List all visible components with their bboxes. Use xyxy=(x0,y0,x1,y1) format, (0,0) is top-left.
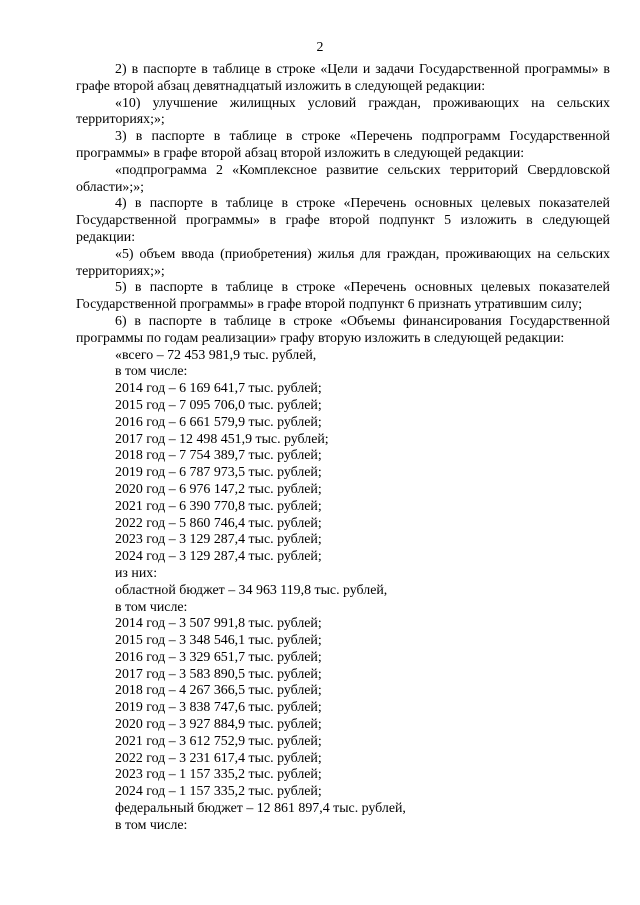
financing-line: 2016 год – 3 329 651,7 тыс. рублей; xyxy=(115,649,322,665)
financing-line: 2015 год – 3 348 546,1 тыс. рублей; xyxy=(115,633,322,649)
financing-line: 2019 год – 6 787 973,5 тыс. рублей; xyxy=(115,465,322,481)
financing-line: 2014 год – 6 169 641,7 тыс. рублей; xyxy=(115,381,322,397)
financing-line: из них: xyxy=(115,565,158,581)
financing-line: 2018 год – 4 267 366,5 тыс. рублей; xyxy=(115,683,322,699)
financing-line: 2021 год – 6 390 770,8 тыс. рублей; xyxy=(115,498,322,514)
financing-line: 2024 год – 1 157 335,2 тыс. рублей; xyxy=(115,784,322,800)
financing-total-line: «всего – 72 453 981,9 тыс. рублей, xyxy=(115,347,317,363)
page-number: 2 xyxy=(316,40,324,55)
financing-line: 2022 год – 5 860 746,4 тыс. рублей; xyxy=(115,515,322,531)
financing-line: в том числе: xyxy=(115,817,188,833)
paragraph-item-4: 4) в паспорте в таблице в строке «Перечень основных целевых показателей Государственной программы» в графе второй подпункт 5 изложить в следующей редакции: xyxy=(76,196,610,245)
financing-line: 2022 год – 3 231 617,4 тыс. рублей; xyxy=(115,750,322,766)
paragraph-item-2: 2) в паспорте в таблице в строке «Цели и задачи Государственной программы» в графе второй абзац девятнадцатый изложить в следующей редакции: xyxy=(76,62,610,94)
financing-line: 2019 год – 3 838 747,6 тыс. рублей; xyxy=(115,700,322,716)
financing-line: 2023 год – 3 129 287,4 тыс. рублей; xyxy=(115,532,322,548)
financing-line: 2021 год – 3 612 752,9 тыс. рублей; xyxy=(115,733,322,749)
financing-line: 2017 год – 12 498 451,9 тыс. рублей; xyxy=(115,431,329,447)
financing-line: в том числе: xyxy=(115,364,188,380)
financing-line: в том числе: xyxy=(115,599,188,615)
paragraph-quote-5: «5) объем ввода (приобретения) жилья для граждан, проживающих на сельских территориях;»; xyxy=(76,246,610,279)
financing-line: 2015 год – 7 095 706,0 тыс. рублей; xyxy=(115,397,322,413)
paragraph-item-3: 3) в паспорте в таблице в строке «Перечень подпрограмм Государственной программы» в графе второй абзац второй изложить в следующей редакции: xyxy=(76,129,610,161)
financing-list xyxy=(76,348,610,835)
financing-line: 2020 год – 3 927 884,9 тыс. рублей; xyxy=(115,717,322,733)
financing-line: 2023 год – 1 157 335,2 тыс. рублей; xyxy=(115,767,322,783)
paragraph-quote-subprogram-2: «подпрограмма 2 «Комплексное развитие сельских территорий Свердловской области»;»; xyxy=(76,162,610,195)
financing-line: 2024 год – 3 129 287,4 тыс. рублей; xyxy=(115,549,322,565)
financing-line: 2018 год – 7 754 389,7 тыс. рублей; xyxy=(115,448,322,464)
paragraph-quote-10: «10) улучшение жилищных условий граждан, проживающих на сельских территориях;»; xyxy=(76,95,610,128)
document-body xyxy=(76,62,610,835)
financing-line: 2020 год – 6 976 147,2 тыс. рублей; xyxy=(115,481,322,497)
federal-budget-line: федеральный бюджет – 12 861 897,4 тыс. рублей, xyxy=(115,801,406,817)
financing-line: 2014 год – 3 507 991,8 тыс. рублей; xyxy=(115,616,322,632)
financing-line: 2017 год – 3 583 890,5 тыс. рублей; xyxy=(115,666,322,682)
paragraph-item-6: 6) в паспорте в таблице в строке «Объемы финансирования Государственной программы по годам реализации» графу вторую изложить в следующей редакции: xyxy=(76,313,610,346)
paragraph-item-5: 5) в паспорте в таблице в строке «Перечень основных целевых показателей Государственной программы» в графе второй подпункт 6 признать утратившим силу; xyxy=(76,280,610,313)
regional-budget-line: областной бюджет – 34 963 119,8 тыс. рублей, xyxy=(115,582,388,598)
financing-line: 2016 год – 6 661 579,9 тыс. рублей; xyxy=(115,414,322,430)
